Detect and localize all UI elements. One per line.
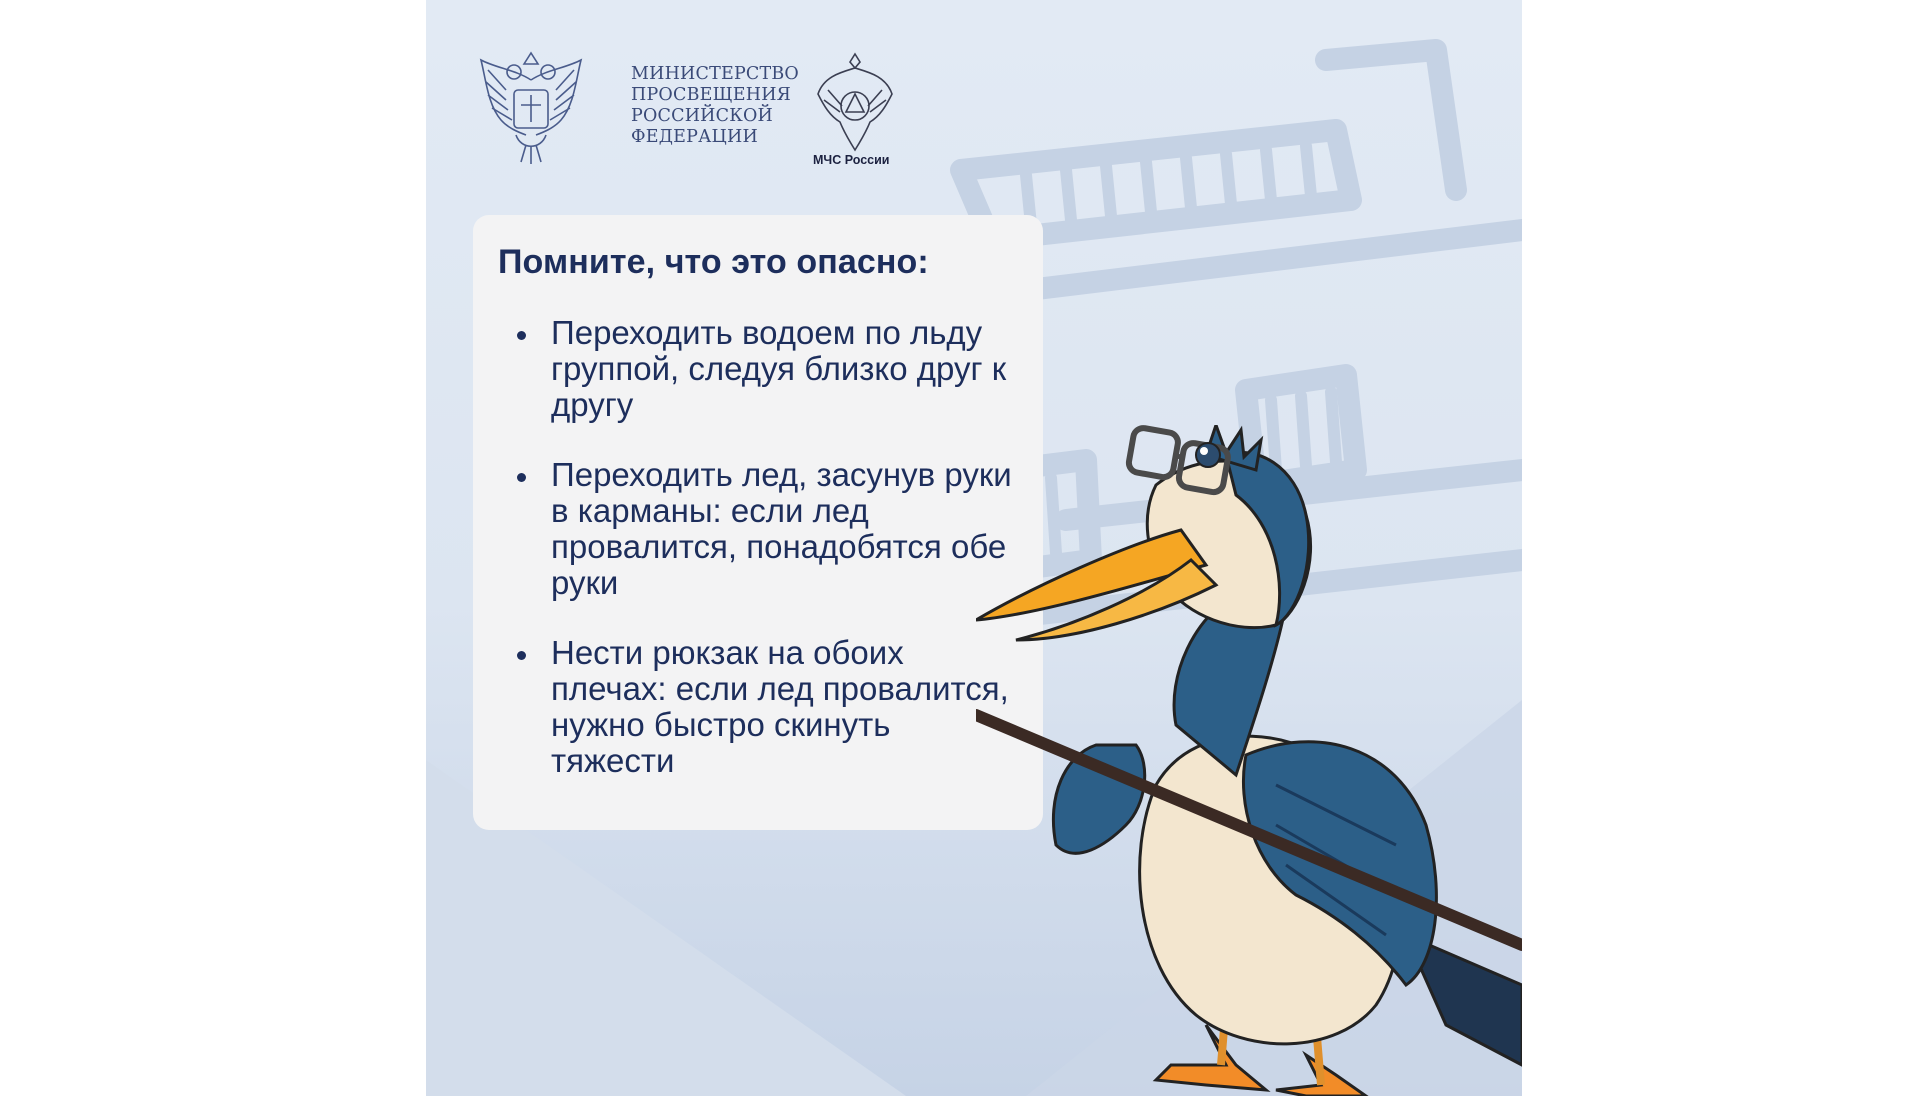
bullet-dot <box>517 651 526 660</box>
list-item <box>498 315 1023 423</box>
list-item-text: Переходить водоем по льду группой, следуя близко друг к другу <box>551 314 1007 423</box>
bullet-dot <box>517 331 526 340</box>
pelican-mascot-illustration <box>976 425 1522 1096</box>
ministry-name: МИНИСТЕРСТВО ПРОСВЕЩЕНИЯ РОССИЙСКОЙ ФЕДЕРАЦИИ <box>631 64 799 147</box>
mchs-caption: МЧС России <box>813 153 890 167</box>
bullet-dot <box>517 473 526 482</box>
card-title: Помните, что это опасно: <box>498 243 929 281</box>
list-item-text: Переходить лед, засунув руки в карманы: если лед провалится, понадобятся обе руки <box>551 456 1012 601</box>
danger-list <box>498 315 1023 813</box>
list-item-text: Нести рюкзак на обоих плечах: если лед провалится, нужно быстро скинуть тяжести <box>551 634 1009 779</box>
info-card <box>473 215 1043 830</box>
russian-double-eagle-emblem <box>476 50 586 168</box>
list-item <box>498 635 1023 779</box>
list-item <box>498 457 1023 601</box>
poster <box>426 0 1522 1096</box>
mchs-emblem <box>814 50 896 156</box>
